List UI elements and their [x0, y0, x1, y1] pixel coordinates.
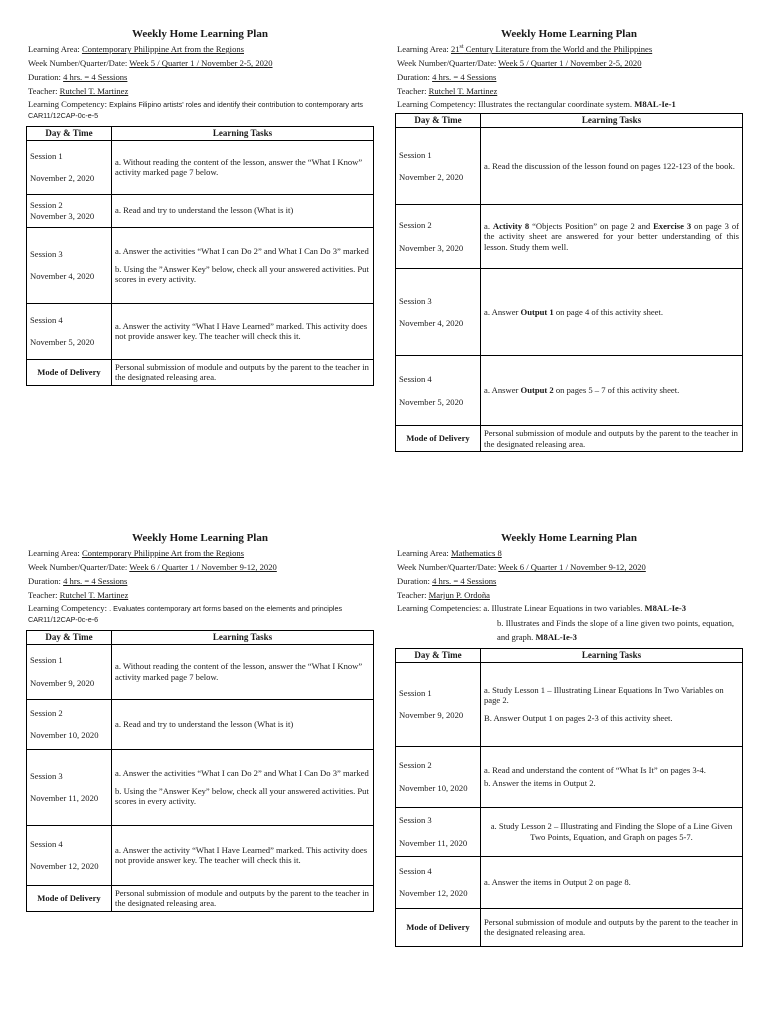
plan-week5-arts: [26, 28, 374, 386]
table-row: Session 2 November 10, 2020 a. Read and understand the content of “What Is It” on pages 3-4. b. Answer the items in Output 2.: [396, 746, 743, 807]
plan-week6-math: [395, 532, 743, 947]
plan-title: Weekly Home Learning Plan: [501, 532, 637, 544]
learning-competency: Learning Competency: Illustrates the rectangular coordinate system. M8AL-Ie-1: [397, 99, 676, 110]
col-day-time: Day & Time: [27, 126, 112, 140]
duration: Duration: 4 hrs. = 4 Sessions: [28, 575, 128, 586]
table-row: Session 1 November 9, 2020 a. Without reading the content of the lesson, answer the “What I Know” activity marked page 7 below.: [27, 644, 374, 699]
plan-title: Weekly Home Learning Plan: [132, 28, 268, 40]
teacher: Teacher: Marjun P. Ordoña: [397, 589, 490, 600]
table-row: Session 3 November 4, 2020 a. Answer the activities “What I can Do 2” and What I Can Do 3” marked b. Using the ”Answer Key” below, check all your answered activities. Put scores in every activity.: [27, 227, 374, 303]
plan-week5-literature: [395, 28, 743, 452]
table-row: Session 1 November 9, 2020 a. Study Lesson 1 – Illustrating Linear Equations In Two Variables on page 2. B. Answer Output 1 on pages 2-3 of this activity sheet.: [396, 662, 743, 746]
col-learning-tasks: Learning Tasks: [481, 114, 743, 128]
col-learning-tasks: Learning Tasks: [112, 126, 374, 140]
col-day-time: Day & Time: [27, 630, 112, 644]
learning-competency-b: b. Illustrates and Finds the slope of a line given two points, equation, and graph. M8AL-Ie-3: [497, 618, 735, 642]
table-row: Session 4 November 5, 2020 a. Answer the activity “What I Have Learned” marked. This activity does not provide answer key. The teacher will check this it.: [27, 303, 374, 359]
learning-competency: Learning Competency: . Evaluates contemporary art forms based on the elements and principles CAR11/12CAP-0c-e-6: [28, 603, 343, 625]
plan-title: Weekly Home Learning Plan: [501, 28, 637, 40]
plan-week6-arts: [26, 532, 374, 912]
col-day-time: Day & Time: [396, 648, 481, 662]
table-row: Session 2 November 3, 2020 a. Activity 8 “Objects Position” on page 2 and Exercise 3 on page 3 of the activity sheet are answered for your better understanding of this lesson. Study them well.: [396, 205, 743, 269]
col-day-time: Day & Time: [396, 114, 481, 128]
teacher: Teacher: Rutchel T. Martinez: [28, 589, 129, 600]
week-info: Week Number/Quarter/Date: Week 5 / Quarter 1 / November 2-5, 2020: [28, 58, 273, 68]
week-info: Week Number/Quarter/Date: Week 6 / Quarter 1 / November 9-12, 2020: [28, 562, 277, 572]
table-row: Session 2 November 10, 2020 a. Read and try to understand the lesson (What is it): [27, 699, 374, 749]
col-learning-tasks: Learning Tasks: [112, 630, 374, 644]
mode-of-delivery-row: Mode of Delivery Personal submission of module and outputs by the parent to the teacher in the designated releasing area.: [396, 908, 743, 946]
mode-of-delivery-row: Mode of Delivery Personal submission of module and outputs by the parent to the teacher in the designated releasing area.: [27, 885, 374, 911]
learning-tasks-table: [26, 126, 374, 386]
table-row: Session 4 November 12, 2020 a. Answer the activity “What I Have Learned” marked. This activity does not provide answer key. The teacher will check this it.: [27, 825, 374, 885]
plan-title: Weekly Home Learning Plan: [132, 532, 268, 544]
teacher: Teacher: Rutchel T. Martinez: [28, 85, 129, 96]
learning-area: Learning Area: Contemporary Philippine Art from the Regions: [28, 44, 245, 55]
teacher: Teacher: Rutchel T. Martinez: [397, 85, 498, 96]
duration: Duration: 4 hrs. = 4 Sessions: [28, 71, 128, 82]
table-row: Session 4 November 5, 2020 a. Answer Output 2 on pages 5 – 7 of this activity sheet.: [396, 356, 743, 426]
week-info: Week Number/Quarter/Date: Week 5 / Quarter 1 / November 2-5, 2020: [397, 58, 642, 68]
table-row: Session 3 November 11, 2020 a. Study Lesson 2 – Illustrating and Finding the Slope of a Line Given Two Points, Equation, and Graph on pages 5-7.: [396, 807, 743, 856]
learning-area: Learning Area: Mathematics 8: [397, 548, 502, 559]
learning-competency: Learning Competencies: a. Illustrate Linear Equations in two variables. M8AL-Ie-3: [397, 603, 687, 614]
mode-of-delivery-row: Mode of Delivery Personal submission of module and outputs by the parent to the teacher in the designated releasing area.: [396, 426, 743, 452]
learning-area: Learning Area: 21st Century Literature from the World and the Philippines: [397, 44, 653, 55]
learning-tasks-table: [395, 113, 743, 452]
table-row: Session 2 November 3, 2020 a. Read and try to understand the lesson (What is it): [27, 194, 374, 227]
col-learning-tasks: Learning Tasks: [481, 648, 743, 662]
table-row: Session 1 November 2, 2020 a. Read the discussion of the lesson found on pages 122-123 of the book.: [396, 128, 743, 205]
duration: Duration: 4 hrs. = 4 Sessions: [397, 575, 497, 586]
learning-tasks-table: [395, 648, 743, 947]
table-row: Session 3 November 4, 2020 a. Answer Output 1 on page 4 of this activity sheet.: [396, 269, 743, 356]
table-row: Session 1 November 2, 2020 a. Without reading the content of the lesson, answer the “What I Know” activity marked page 7 below.: [27, 140, 374, 194]
table-row: Session 4 November 12, 2020 a. Answer the items in Output 2 on page 8.: [396, 856, 743, 908]
learning-area: Learning Area: Contemporary Philippine Art from the Regions: [28, 548, 245, 559]
table-row: Session 3 November 11, 2020 a. Answer the activities “What I can Do 2” and What I Can Do 3” marked b. Using the ”Answer Key” below, check all your answered activities. Put scores in every activity.: [27, 749, 374, 825]
learning-competency: Learning Competency: Explains Filipino artists' roles and identify their contribution to contemporary arts CAR11/12CAP-0c-e-5: [28, 99, 364, 121]
week-info: Week Number/Quarter/Date: Week 6 / Quarter 1 / November 9-12, 2020: [397, 562, 646, 572]
learning-tasks-table: [26, 630, 374, 912]
duration: Duration: 4 hrs. = 4 Sessions: [397, 71, 497, 82]
mode-of-delivery-row: Mode of Delivery Personal submission of module and outputs by the parent to the teacher in the designated releasing area.: [27, 359, 374, 385]
